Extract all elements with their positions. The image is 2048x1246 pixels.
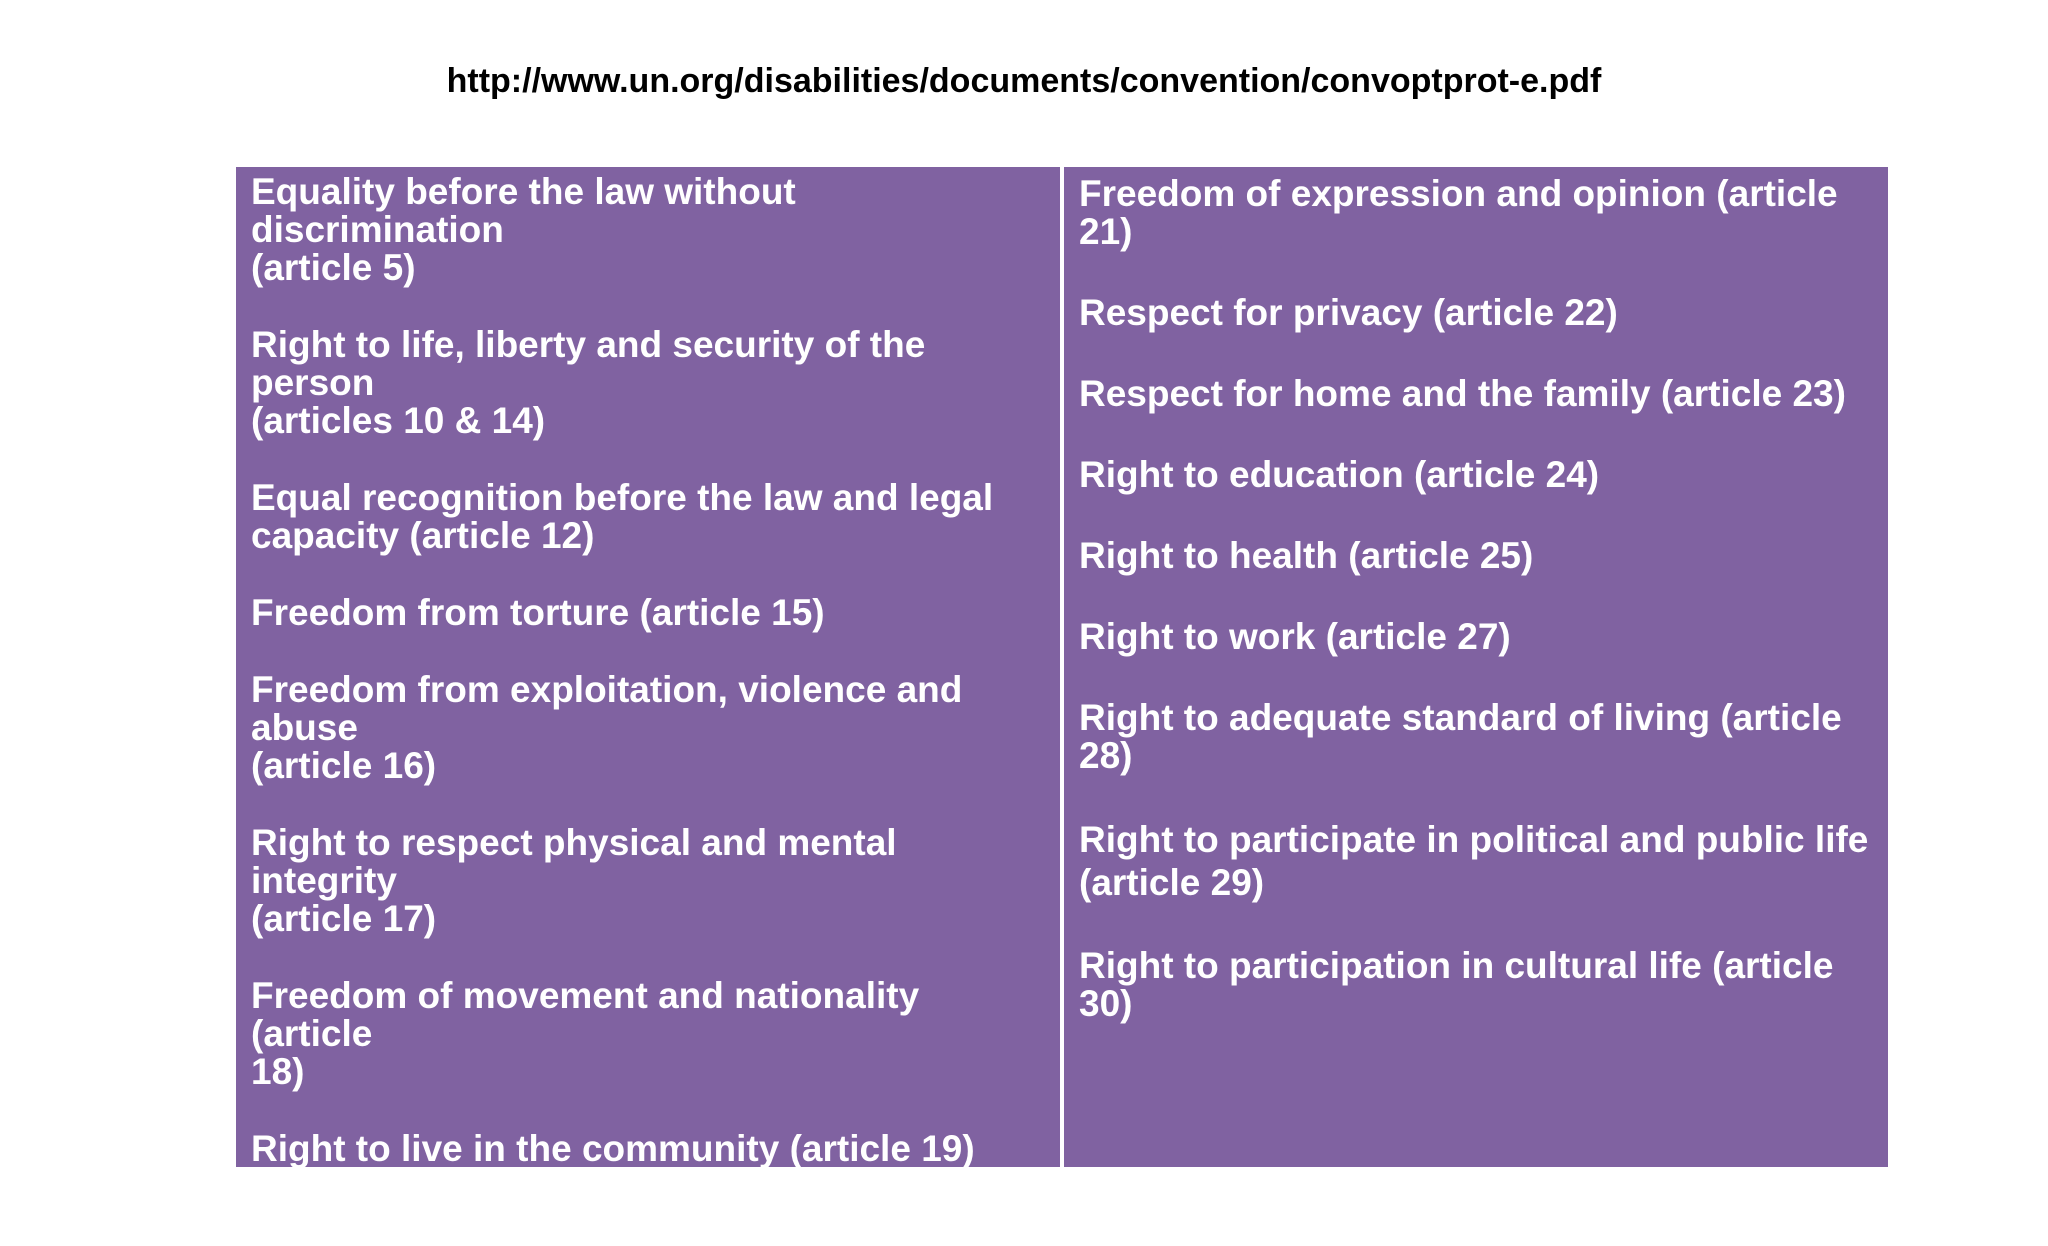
left-rights-column	[236, 167, 1060, 1246]
list-item: Right to respect physical and mental integrity (article 17)	[251, 822, 897, 939]
list-item: Right to adequate standard of living (article 28)	[1079, 697, 1842, 776]
list-item: Right to education (article 24)	[1079, 454, 1600, 495]
list-item: Right to health (article 25)	[1079, 535, 1534, 576]
list-item: Equal recognition before the law and legal capacity (article 12)	[251, 477, 994, 556]
list-item: Freedom from exploitation, violence and abuse (article 16)	[251, 669, 963, 786]
list-item: Freedom of movement and nationality (article 18)	[251, 975, 920, 1092]
list-item: Right to participate in political and public life (article 29)	[1079, 819, 1869, 903]
list-item: Equality before the law without discrimination (article 5)	[251, 171, 796, 288]
list-item: Freedom from torture (article 15)	[251, 592, 825, 633]
list-item: Respect for privacy (article 22)	[1079, 292, 1618, 333]
list-item: Respect for home and the family (article 23)	[1079, 373, 1846, 414]
list-item: Right to participation in cultural life (article 30)	[1079, 945, 1834, 1024]
list-item: Freedom of expression and opinion (article 21)	[1079, 173, 1838, 252]
list-item: Right to live in the community (article 19)	[251, 1128, 975, 1169]
list-item: Right to life, liberty and security of the person (articles 10 & 14)	[251, 324, 926, 441]
list-item: Right to work (article 27)	[1079, 616, 1511, 657]
right-rights-column	[1064, 167, 1888, 1167]
list-item: Personal mobility (article 20)	[251, 1205, 755, 1246]
source-url: http://www.un.org/disabilities/documents/convention/convoptprot-e.pdf	[446, 62, 1602, 100]
